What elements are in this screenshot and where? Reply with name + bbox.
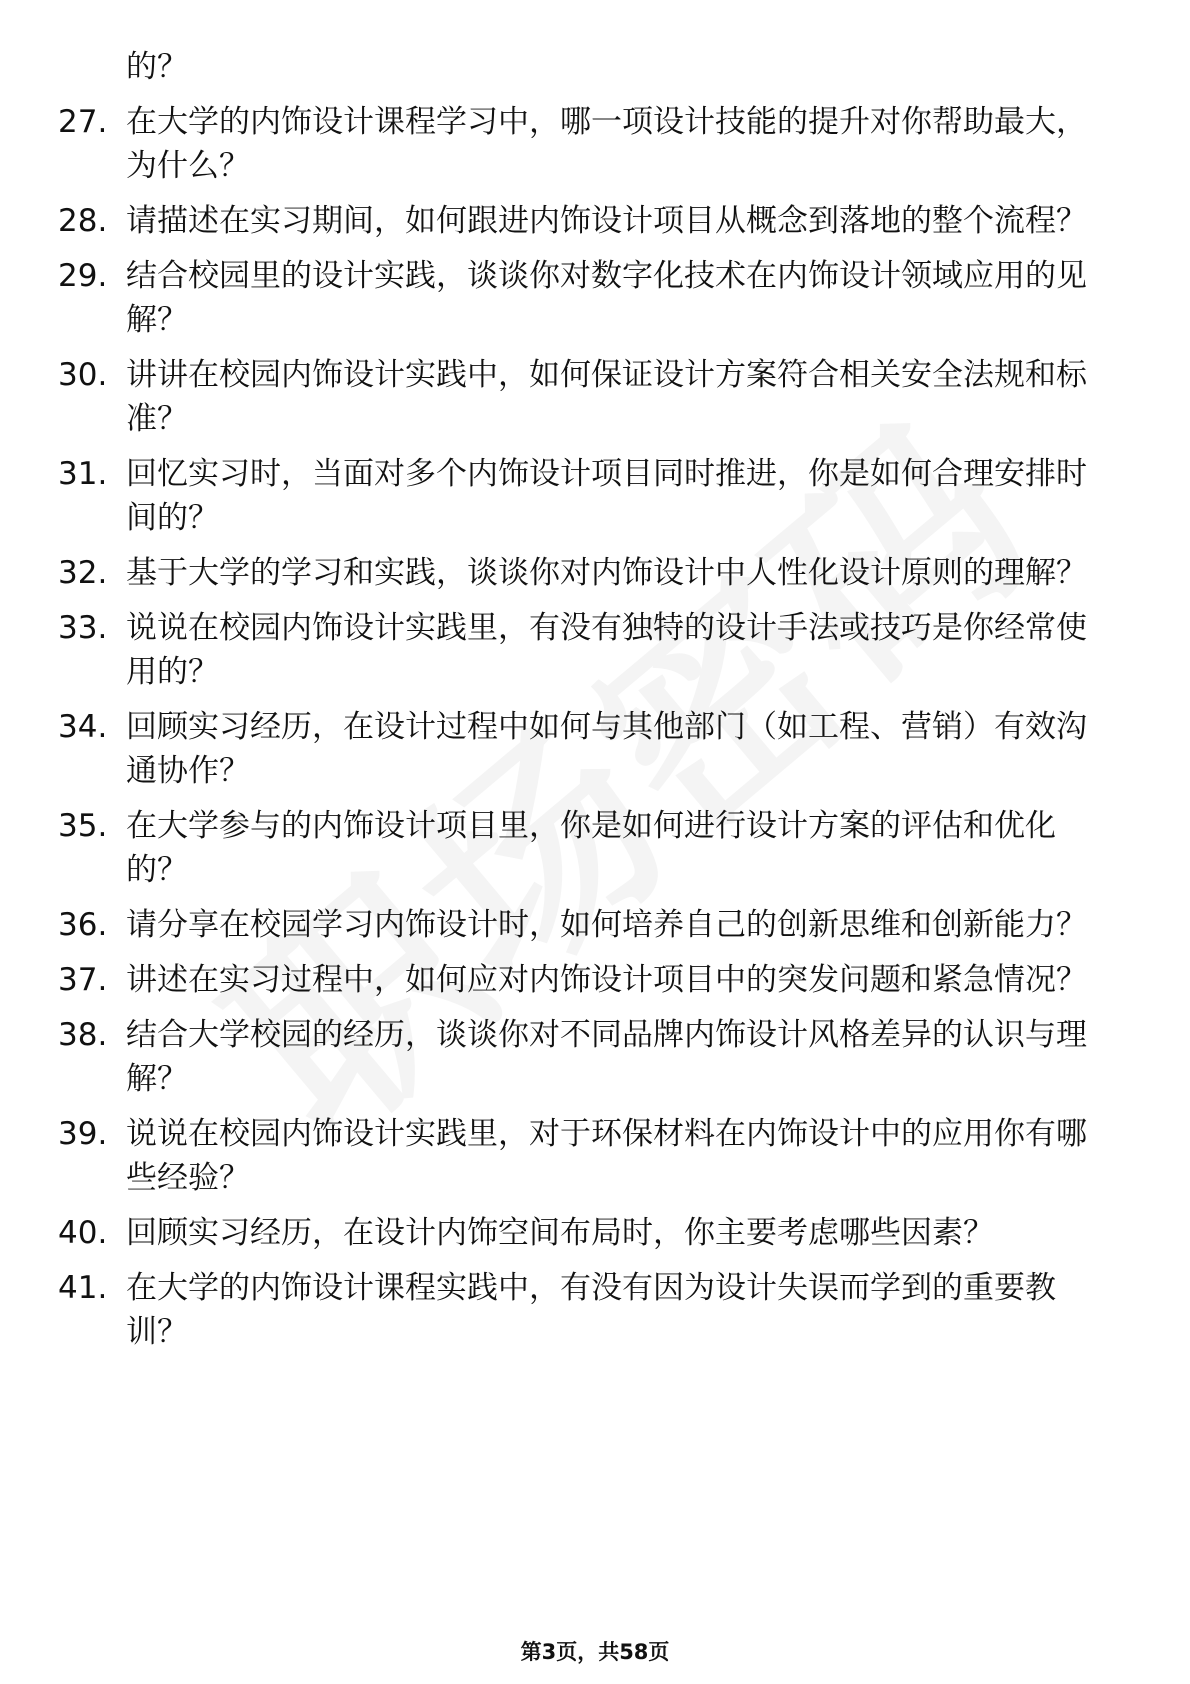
question-number: 33. bbox=[58, 610, 108, 646]
list-item bbox=[0, 1266, 1190, 1354]
list-item bbox=[0, 804, 1190, 892]
question-number: 36. bbox=[58, 907, 108, 943]
question-text: 回顾实习经历，在设计内饰空间布局时，你主要考虑哪些因素？ bbox=[126, 1215, 994, 1251]
question-text: 结合大学校园的经历，谈谈你对不同品牌内饰设计风格差异的认识与理解？ bbox=[126, 1017, 1087, 1097]
question-number: 38. bbox=[58, 1017, 108, 1053]
question-number: 34. bbox=[58, 709, 108, 745]
question-text: 结合校园里的设计实践，谈谈你对数字化技术在内饰设计领域应用的见解？ bbox=[126, 258, 1087, 338]
list-item bbox=[0, 199, 1190, 243]
question-number: 32. bbox=[58, 555, 108, 591]
question-text: 的？ bbox=[126, 49, 188, 85]
list-item bbox=[0, 100, 1190, 188]
question-text: 请描述在实习期间，如何跟进内饰设计项目从概念到落地的整个流程？ bbox=[126, 203, 1087, 239]
question-number: 39. bbox=[58, 1116, 108, 1152]
list-item bbox=[0, 353, 1190, 441]
list-item bbox=[0, 1211, 1190, 1255]
list-item bbox=[0, 1112, 1190, 1200]
question-number: 30. bbox=[58, 357, 108, 393]
question-text: 在大学的内饰设计课程学习中，哪一项设计技能的提升对你帮助最大，为什么？ bbox=[126, 104, 1087, 184]
page-number-footer: 第3页，共58页 bbox=[520, 1640, 670, 1664]
list-item bbox=[0, 705, 1190, 793]
question-text: 回忆实习时，当面对多个内饰设计项目同时推进，你是如何合理安排时间的？ bbox=[126, 456, 1087, 536]
question-text: 讲述在实习过程中，如何应对内饰设计项目中的突发问题和紧急情况？ bbox=[126, 962, 1087, 998]
list-item bbox=[0, 551, 1190, 595]
question-number: 31. bbox=[58, 456, 108, 492]
question-text: 讲讲在校园内饰设计实践中，如何保证设计方案符合相关安全法规和标准？ bbox=[126, 357, 1087, 437]
list-item bbox=[0, 452, 1190, 540]
question-text: 基于大学的学习和实践，谈谈你对内饰设计中人性化设计原则的理解？ bbox=[126, 555, 1087, 591]
question-number: 35. bbox=[58, 808, 108, 844]
question-number: 41. bbox=[58, 1270, 108, 1306]
question-number: 27. bbox=[58, 104, 108, 140]
question-text: 回顾实习经历，在设计过程中如何与其他部门（如工程、营销）有效沟通协作？ bbox=[126, 709, 1087, 789]
question-text: 在大学参与的内饰设计项目里，你是如何进行设计方案的评估和优化的？ bbox=[126, 808, 1056, 888]
list-item bbox=[0, 254, 1190, 342]
list-item bbox=[0, 606, 1190, 694]
question-number: 28. bbox=[58, 203, 108, 239]
question-list bbox=[0, 45, 1190, 1365]
question-number: 37. bbox=[58, 962, 108, 998]
question-text: 说说在校园内饰设计实践里，对于环保材料在内饰设计中的应用你有哪些经验？ bbox=[126, 1116, 1087, 1196]
list-item bbox=[0, 45, 1190, 89]
question-text: 说说在校园内饰设计实践里，有没有独特的设计手法或技巧是你经常使用的？ bbox=[126, 610, 1087, 690]
question-text: 请分享在校园学习内饰设计时，如何培养自己的创新思维和创新能力？ bbox=[126, 907, 1087, 943]
list-item bbox=[0, 903, 1190, 947]
question-number: 29. bbox=[58, 258, 108, 294]
question-text: 在大学的内饰设计课程实践中，有没有因为设计失误而学到的重要教训？ bbox=[126, 1270, 1056, 1350]
list-item bbox=[0, 1013, 1190, 1101]
question-number: 40. bbox=[58, 1215, 108, 1251]
list-item bbox=[0, 958, 1190, 1002]
